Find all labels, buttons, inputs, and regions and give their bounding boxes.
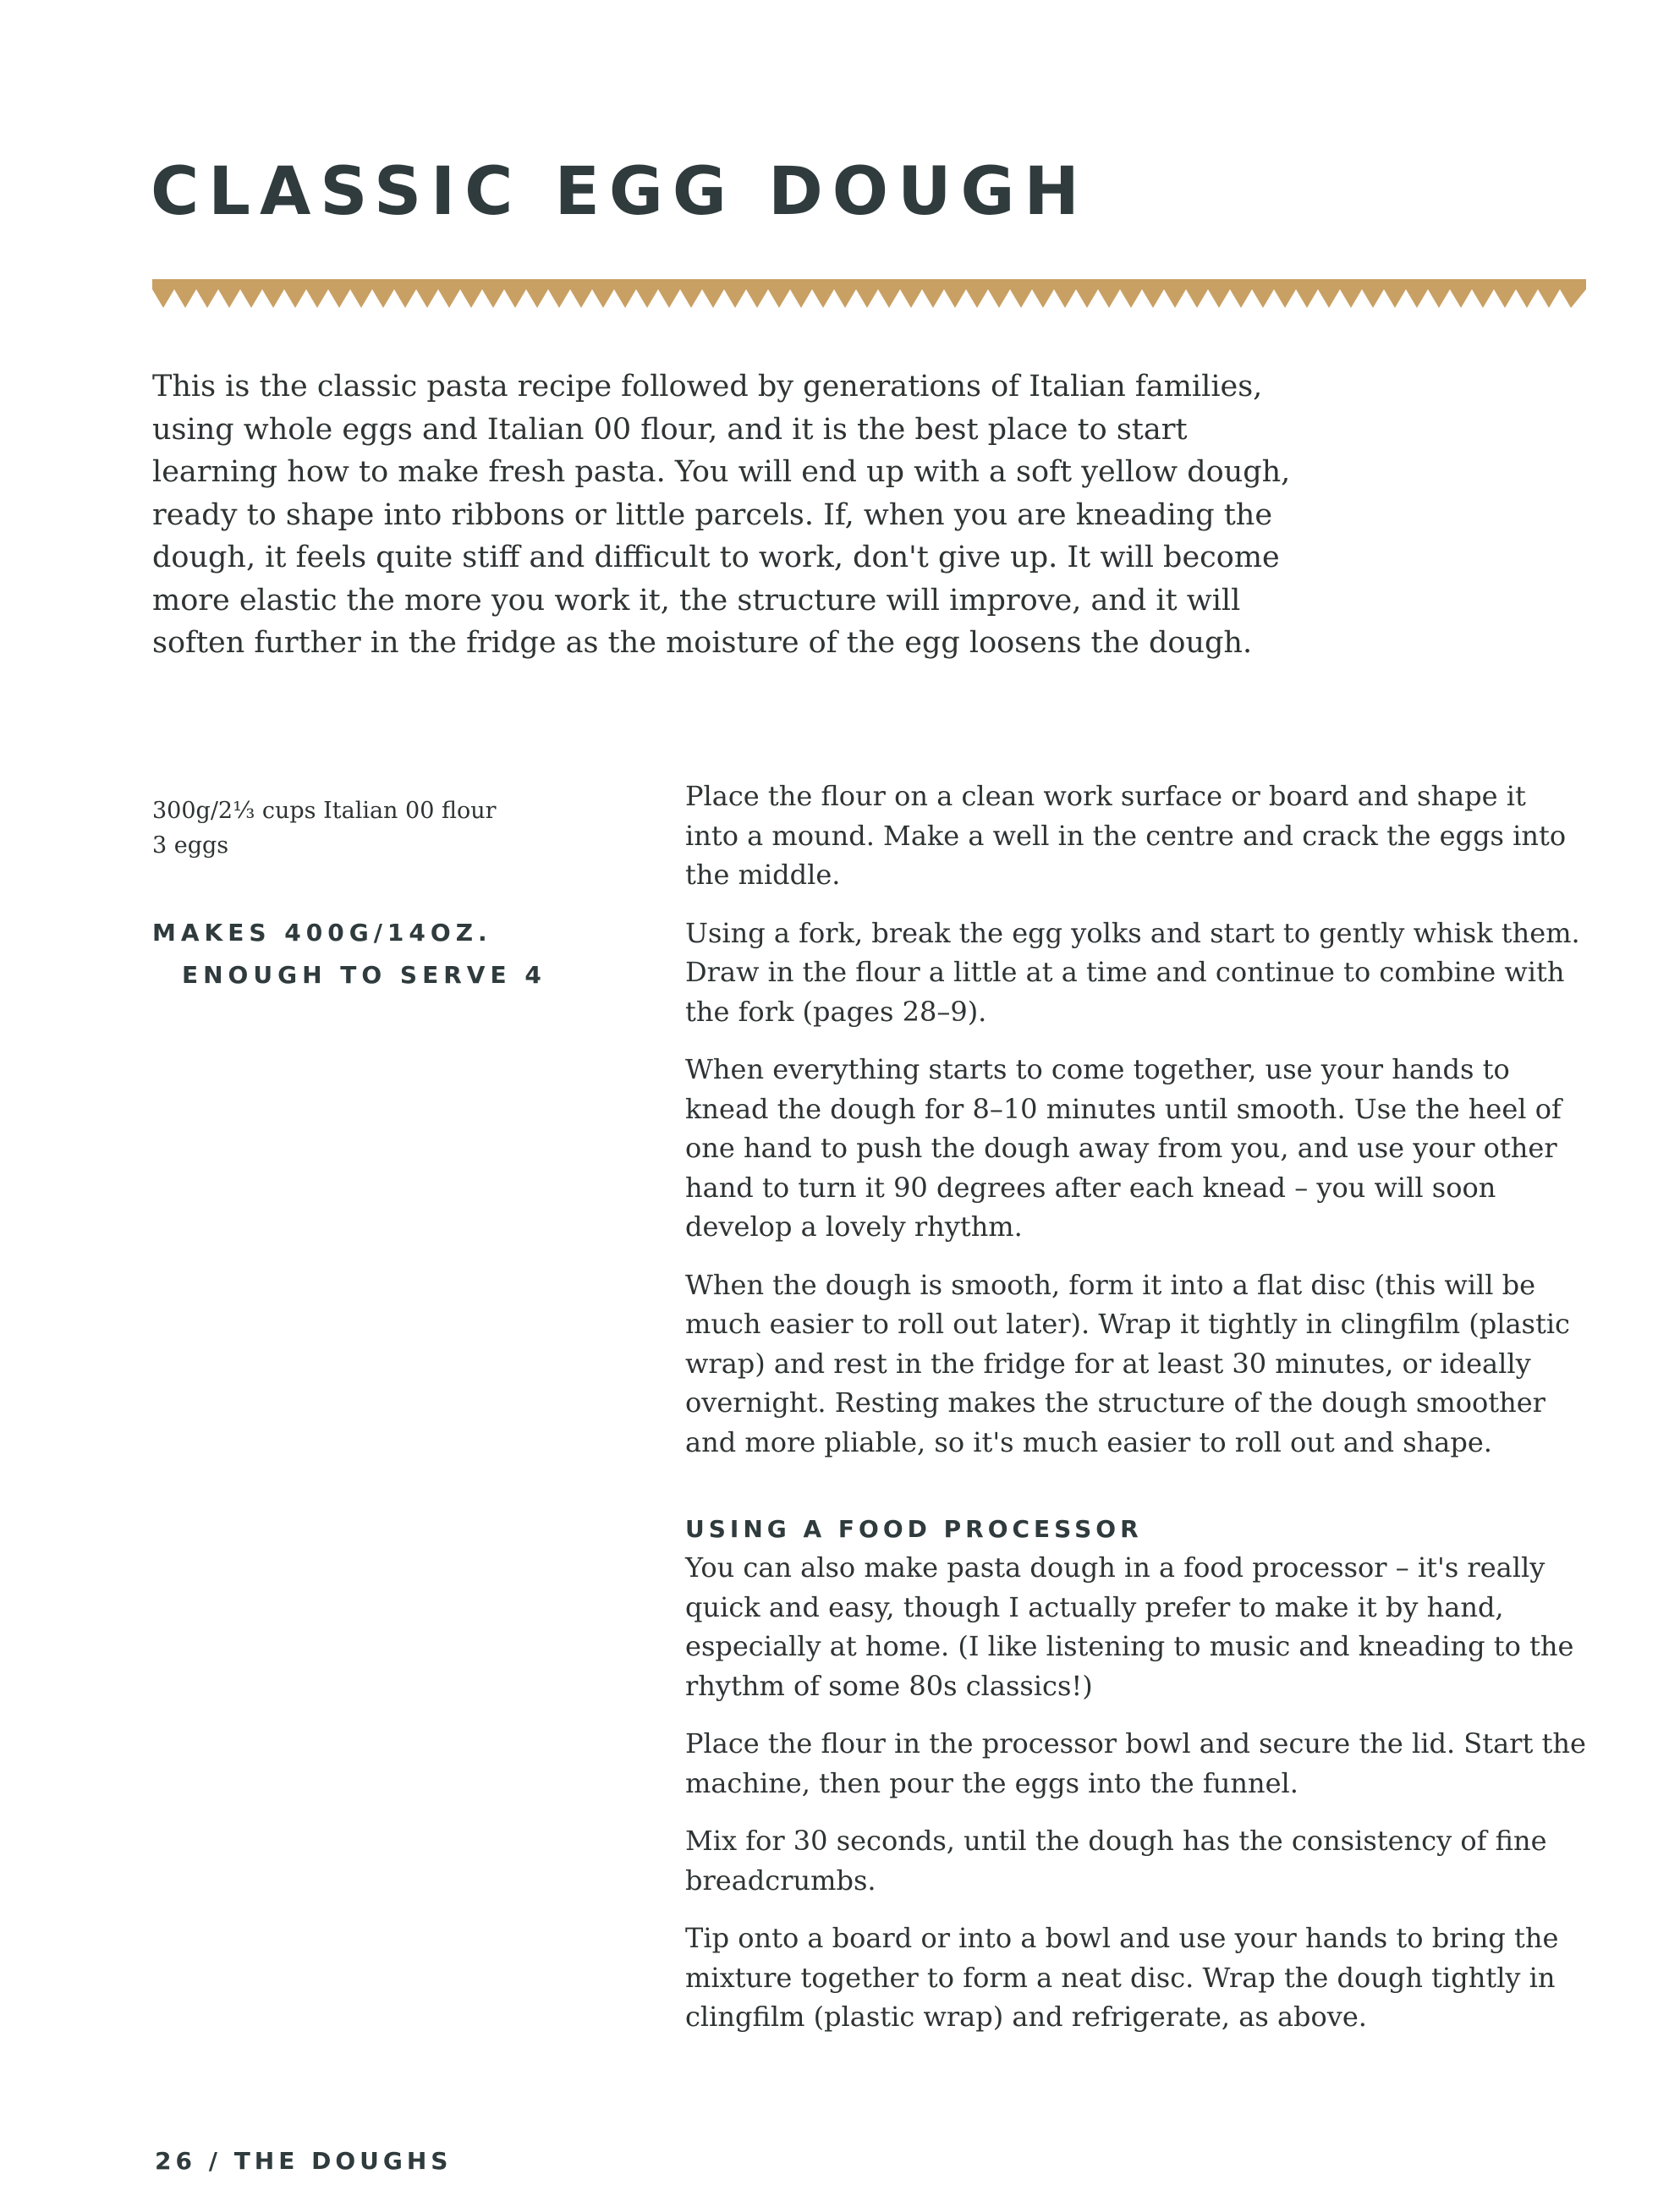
ingredient-item: 3 eggs [152,832,229,859]
intro-paragraph: This is the classic pasta recipe followed by generations of Italian families, using whole eggs and Italian 00 flour, and it is the best place to start learning how to make fresh pasta. You will end up with a soft yellow dough, ready to shape into ribbons or little parcels. If, when you are kneading the dough, it feels quite stiff and difficult to work, don't give up. It will become more elastic the more you work it, the structure will improve, and it will soften further in the fridge as the moisture of the egg loosens the dough. [152,370,1291,660]
method-step: When the dough is smooth, form it into a flat disc (this will be much easier to roll out later). Wrap it tightly in clingfilm (plastic wrap) and rest in the fridge for at least 30 minutes, or ideally overnight. Resting makes the structure of the dough smoother and more pliable, so it's much easier to roll out and shape. [685,1268,1570,1458]
yield-info [152,912,546,996]
processor-step: Tip onto a board or into a bowl and use your hands to bring the mixture together to form a neat disc. Wrap the dough tightly in clingfilm (plastic wrap) and refrigerate, as above. [685,1922,1559,2033]
processor-step: You can also make pasta dough in a food processor – it's really quick and easy, though I actually prefer to make it by hand, especially at home. (I like listening to music and kneading to the rhythm of some 80s classics!) [685,1551,1574,1702]
yield-amount: MAKES 400G/14OZ. [152,919,492,947]
page-title: CLASSIC EGG DOUGH [151,154,1089,230]
method-column [685,777,1586,2056]
method-step: Using a fork, break the egg yolks and start to gently whisk them. Draw in the flour a little at a time and continue to combine with the fork (pages 28–9). [685,916,1580,1028]
zigzag-divider [152,279,1586,310]
ingredient-item: 300g/2⅓ cups Italian 00 flour [152,798,497,824]
method-step: When everything starts to come together, use your hands to knead the dough for 8–10 minutes until smooth. Use the heel of one hand to push the dough away from you, and use your other hand to turn it 90 degrees after each knead – you will soon develop a lovely rhythm. [685,1053,1562,1243]
ingredient-list [152,793,558,863]
processor-step: Mix for 30 seconds, until the dough has the consistency of fine breadcrumbs. [685,1825,1547,1897]
page-footer: 26 / THE DOUGHS [155,2147,453,2175]
processor-heading: USING A FOOD PROCESSOR [685,1515,1143,1543]
method-step: Place the flour on a clean work surface or board and shape it into a mound. Make a well in the centre and crack the eggs into the middle. [685,780,1567,891]
yield-servings: ENOUGH TO SERVE 4 [182,961,546,989]
processor-step: Place the flour in the processor bowl and secure the lid. Start the machine, then pour the eggs into the funnel. [685,1727,1586,1799]
